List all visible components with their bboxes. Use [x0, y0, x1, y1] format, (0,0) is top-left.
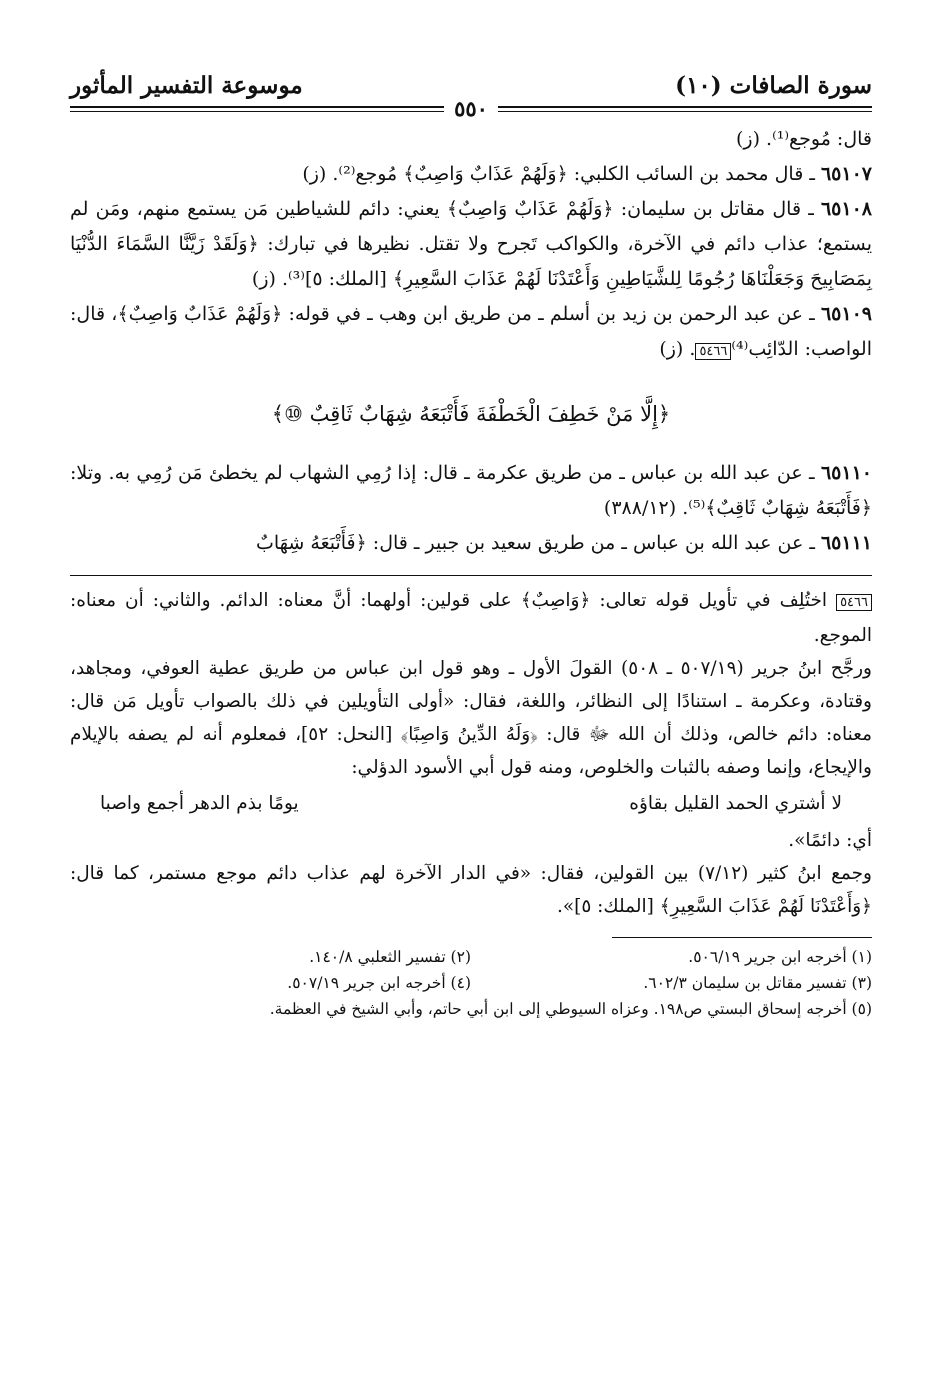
- entry-number: ٦٥١٠٩: [820, 303, 872, 325]
- continuation-line: قال: مُوجع⁽¹⁾. (ز): [735, 128, 872, 150]
- entry-end: . (ز): [659, 338, 696, 360]
- footnote-3: (٣) تفسير مقاتل بن سليمان ٦٠٢/٣.: [643, 974, 872, 992]
- entry-65111: [70, 526, 872, 561]
- commentary-separator: [70, 575, 872, 576]
- entry-number: ٦٥١٠٨: [820, 198, 872, 220]
- poem-hemistich-1: لا أشتري الحمد القليل بقاؤه: [629, 793, 842, 814]
- entry-text: ـ عن عبد الله بن عباس ـ من طريق سعيد بن جبير ـ قال: ﴿فَأَتْبَعَهُ شِهَابٌ: [256, 532, 815, 554]
- footnote-2: (٢) تفسير الثعلبي ١٤٠/٨.: [309, 948, 471, 966]
- surah-title: سورة الصافات (١٠): [675, 72, 872, 99]
- footnote-row: [70, 970, 872, 996]
- footnote-separator: [612, 937, 872, 938]
- entry-text: ـ عن عبد الله بن عباس ـ من طريق عكرمة ـ قال: إذا رُمِي الشهاب لم يخطئ مَن رُمِي به. وتلا: ﴿فَأَتْبَعَهُ شِهَابٌ ثَاقِبٌ﴾⁽⁵⁾. (٣٨٨/١٢): [70, 462, 872, 519]
- entry-text: ـ قال محمد بن السائب الكلبي: ﴿وَلَهُمْ عَذَابٌ وَاصِبٌ﴾ مُوجع⁽²⁾. (ز): [302, 163, 815, 185]
- quran-verse-heading: ﴿إِلَّا مَنْ خَطِفَ الْخَطْفَةَ فَأَتْبَعَهُ شِهَابٌ ثَاقِبٌ ⑩﴾: [271, 402, 671, 426]
- main-text: [70, 122, 872, 561]
- footnotes: [70, 944, 872, 1022]
- note-para-2: ورجَّح ابنُ جرير (٥٠٧/١٩ ـ ٥٠٨) القولَ الأول ـ وهو قول ابن عباس من طريق عطية العوفي، ومجاهد، وقتادة، وعكرمة ـ استنادًا إلى النظائر، واللغة، فقال: «أولى التأويلين في ذلك بالصواب تأويل مَن قال: معناه: دائم خالص، وذلك أن الله ﷻ قال: ﴿وَلَهُ الدِّينُ وَاصِبًا﴾ [النحل: ٥٢]، فمعلوم أنه لم يصفه بالإيلام والإيجاع، وإنما وصفه بالثبات والخلوص، ومنه قول أبي الأسود الدؤلي:: [70, 658, 872, 778]
- page-header: [70, 64, 872, 122]
- entry-text: ـ قال مقاتل بن سليمان: ﴿وَلَهُمْ عَذَابٌ وَاصِبٌ﴾ يعني: دائم للشياطين مَن يستمع منهم، ومَن لم يستمع؛ عذاب دائم في الآخرة، والكواكب تَجرح ولا تقتل. نظيرها في تبارك: ﴿وَلَقَدْ زَيَّنَّا السَّمَاءَ الدُّنْيَا بِمَصَابِيحَ وَجَعَلْنَاهَا رُجُومًا لِلشَّيَاطِينِ وَأَعْتَدْنَا لَهُمْ عَذَابَ السَّعِيرِ﴾ [الملك: ٥]⁽³⁾. (ز): [70, 198, 872, 290]
- page-number-wrap: [70, 96, 872, 121]
- footnote-row: [70, 944, 872, 970]
- entry-number: ٦٥١١١: [820, 532, 872, 554]
- entry-65110: [70, 456, 872, 526]
- note-para-3: أي: دائمًا».: [788, 830, 872, 851]
- entry-number: ٦٥١١٠: [820, 462, 872, 484]
- footnote-5: (٥) أخرجه إسحاق البستي ص١٩٨. وعزاه السيوطي إلى ابن أبي حاتم، وأبي الشيخ في العظمة.: [269, 1000, 872, 1018]
- commentary-note: [70, 584, 872, 923]
- note-para-1: [70, 584, 872, 652]
- footnote-1: (١) أخرجه ابن جرير ٥٠٦/١٩.: [688, 948, 872, 966]
- entry-65108: [70, 192, 872, 297]
- entry-number: ٦٥١٠٧: [820, 163, 872, 185]
- note-para-4: وجمع ابنُ كثير (٧/١٢) بين القولين، فقال: «في الدار الآخرة لهم عذاب دائم موجع مستمر، كما قال: ﴿وَأَعْتَدْنَا لَهُمْ عَذَابَ السَّعِيرِ﴾ [الملك: ٥]».: [70, 863, 872, 917]
- poem-hemistich-2: يومًا بذم الدهر أجمع واصبا: [100, 793, 299, 814]
- note-text: اختُلِف في تأويل قوله تعالى: ﴿وَاصِبٌ﴾ على قولين: أولهما: أنَّ معناه: الدائم. والثاني: أن معناه: الموجع.: [70, 590, 872, 646]
- entry-65109: [70, 297, 872, 369]
- note-ref-box: ٥٤٦٦: [695, 343, 731, 360]
- page-number: ٥٥٠: [444, 96, 498, 121]
- poem-verse: [70, 784, 872, 824]
- entry-text: ـ عن عبد الرحمن بن زيد بن أسلم ـ من طريق ابن وهب ـ في قوله: ﴿وَلَهُمْ عَذَابٌ وَاصِبٌ﴾، قال: الواصب: الدّائِب⁽⁴⁾: [70, 303, 872, 360]
- entry-65107: [70, 157, 872, 192]
- note-number-box: ٥٤٦٦: [836, 594, 872, 611]
- book-title: موسوعة التفسير المأثور: [70, 72, 303, 99]
- footnote-4: (٤) أخرجه ابن جرير ٥٠٧/١٩.: [287, 974, 471, 992]
